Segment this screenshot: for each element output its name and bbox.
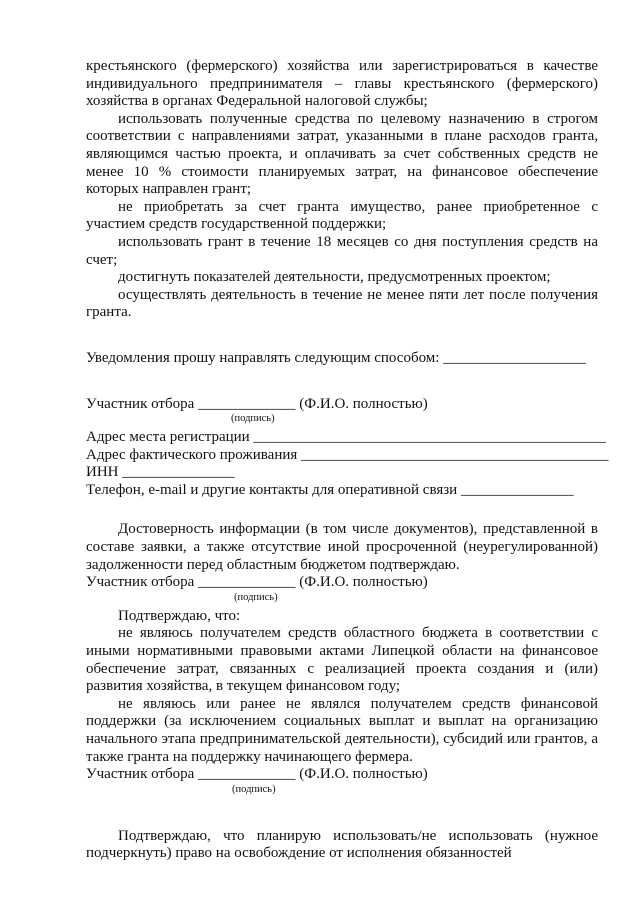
signature-caption-1: (подпись): [231, 413, 275, 425]
document-page: [86, 58, 609, 863]
signature-caption-2: (подпись): [234, 591, 278, 603]
confirm-item-not-recipient: не являюсь получателем средств областного бюджета в соответствии с иными нормативными правовыми актами Липецкой области на финансовое обеспечение затрат, связанных с реализацией проекта создания и (или) развития хозяйства, в текущем финансовом году;: [86, 625, 598, 695]
signature-line-2: Участник отбора _____________ (Ф.И.О. полностью): [86, 574, 428, 591]
paragraph-reliability: Достоверность информации (в том числе документов), представленной в составе заявки, а также отсутствие иной просроченной (неурегулированной) задолженности перед областным бюджетом подтверждаю.: [86, 521, 598, 573]
spacer: [86, 368, 598, 396]
paragraph-use-period: использовать грант в течение 18 месяцев со дня поступления средств на счет;: [86, 233, 598, 268]
spacer: [86, 499, 598, 521]
paragraph-use-funds: использовать полученные средства по целевому назначению в строгом соответствии с направлениями затрат, указанными в плане расходов гранта, являющимся частью проекта, и оплачивать за счет собственных средств не менее 10 % стоимости планируемых затрат, на финансовое обеспечение которых направлен грант;: [86, 110, 598, 198]
inn-field: ИНН _______________: [86, 464, 235, 481]
confirm-item-no-support: не являюсь или ранее не являлся получателем средств финансовой поддержки (за исключением социальных выплат и выплат на организацию начального этапа предпринимательской деятельности), субсидий или грантов, а также гранта на поддержку начинающего фермера.: [86, 695, 598, 765]
spacer: [86, 322, 598, 350]
paragraph-no-purchase: не приобретать за счет гранта имущество, ранее приобретенное с участием средств государственной поддержки;: [86, 198, 598, 233]
residence-address-field: Адрес фактического проживания _________________________________________: [86, 446, 609, 463]
paragraph-five-years: осуществлять деятельность в течение не менее пяти лет после получения гранта.: [86, 286, 598, 321]
paragraph-indicators: достигнуть показателей деятельности, предусмотренных проектом;: [118, 269, 551, 286]
confirm-intro: Подтверждаю, что:: [118, 607, 241, 624]
registration-address-field: Адрес места регистрации _______________________________________________: [86, 429, 606, 446]
contacts-field: Телефон, e-mail и другие контакты для оперативной связи _______________: [86, 481, 574, 498]
paragraph-continuation: крестьянского (фермерского) хозяйства или зарегистрироваться в качестве индивидуального предпринимателя – главы крестьянского (фермерского) хозяйства в органах Федеральной налоговой службы;: [86, 58, 598, 110]
signature-caption-3: (подпись): [232, 783, 276, 795]
signature-line-1: Участник отбора _____________ (Ф.И.О. полностью): [86, 395, 428, 412]
paragraph-final: Подтверждаю, что планирую использовать/не использовать (нужное подчеркнуть) право на освобождение от исполнения обязанностей: [86, 827, 598, 862]
spacer: [86, 800, 598, 828]
signature-line-3: Участник отбора _____________ (Ф.И.О. полностью): [86, 766, 428, 783]
notification-method-line: Уведомления прошу направлять следующим способом: ___________________: [86, 349, 586, 366]
